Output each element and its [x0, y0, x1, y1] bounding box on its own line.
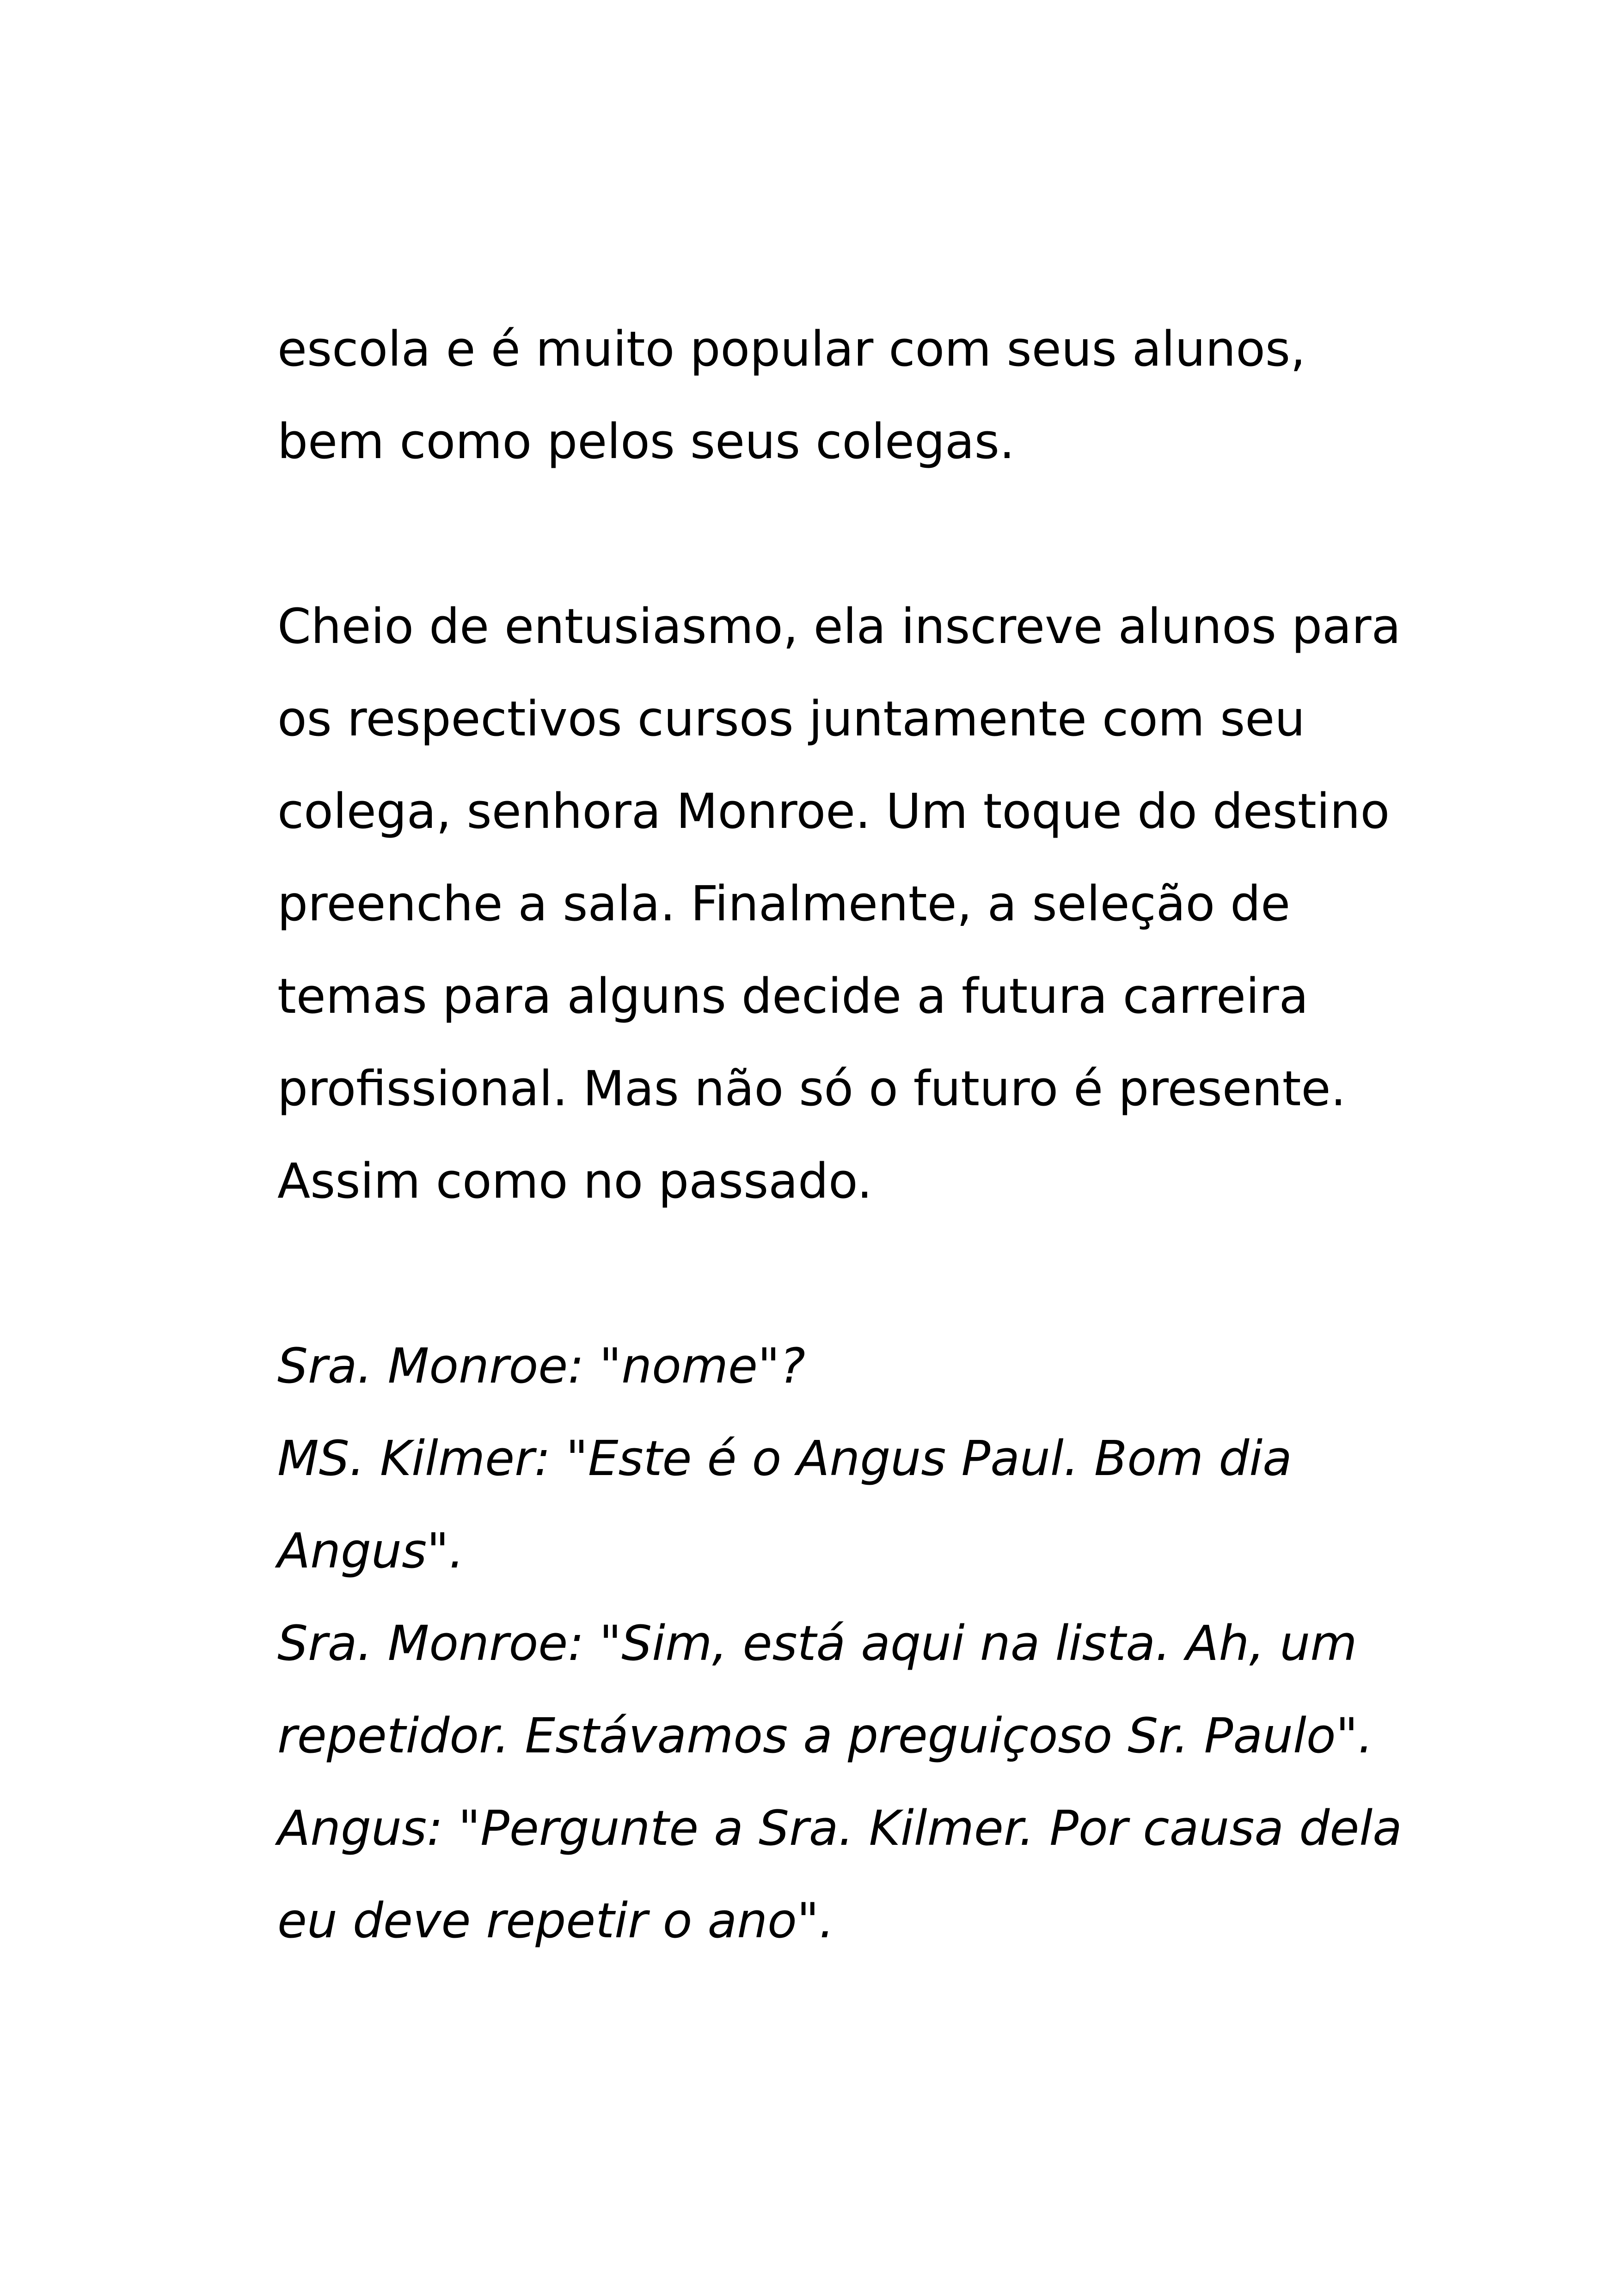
dialogue-line-4: Sra. Monroe: "Sim, está aqui na lista. Ah, um	[277, 1615, 1357, 1671]
dialogue-line-1: Sra. Monroe: "nome"?	[277, 1338, 806, 1394]
paragraph-2-line-4: preenche a sala. Finalmente, a seleção de	[277, 876, 1291, 932]
dialogue-line-3: Angus".	[277, 1523, 465, 1579]
dialogue-line-7: eu deve repetir o ano".	[277, 1892, 834, 1949]
paragraph-2-line-5: temas para alguns decide a futura carreira	[277, 968, 1309, 1024]
paragraph-2-line-2: os respectivos cursos juntamente com seu	[277, 691, 1305, 747]
paragraph-2-line-1: Cheio de entusiasmo, ela inscreve alunos para	[277, 598, 1401, 655]
dialogue-line-2: MS. Kilmer: "Este é o Angus Paul. Bom dia	[277, 1430, 1292, 1487]
paragraph-1-line-2: bem como pelos seus colegas.	[277, 413, 1015, 470]
paragraph-2-line-3: colega, senhora Monroe. Um toque do destino	[277, 783, 1390, 839]
paragraph-2-line-7: Assim como no passado.	[277, 1153, 872, 1209]
dialogue-line-6: Angus: "Pergunte a Sra. Kilmer. Por causa dela	[277, 1800, 1402, 1856]
paragraph-1-line-1: escola e é muito popular com seus alunos,	[277, 321, 1306, 377]
paragraph-2-line-6: profissional. Mas não só o futuro é presente.	[277, 1060, 1346, 1117]
dialogue-line-5: repetidor. Estávamos a preguiçoso Sr. Paulo".	[277, 1708, 1373, 1764]
